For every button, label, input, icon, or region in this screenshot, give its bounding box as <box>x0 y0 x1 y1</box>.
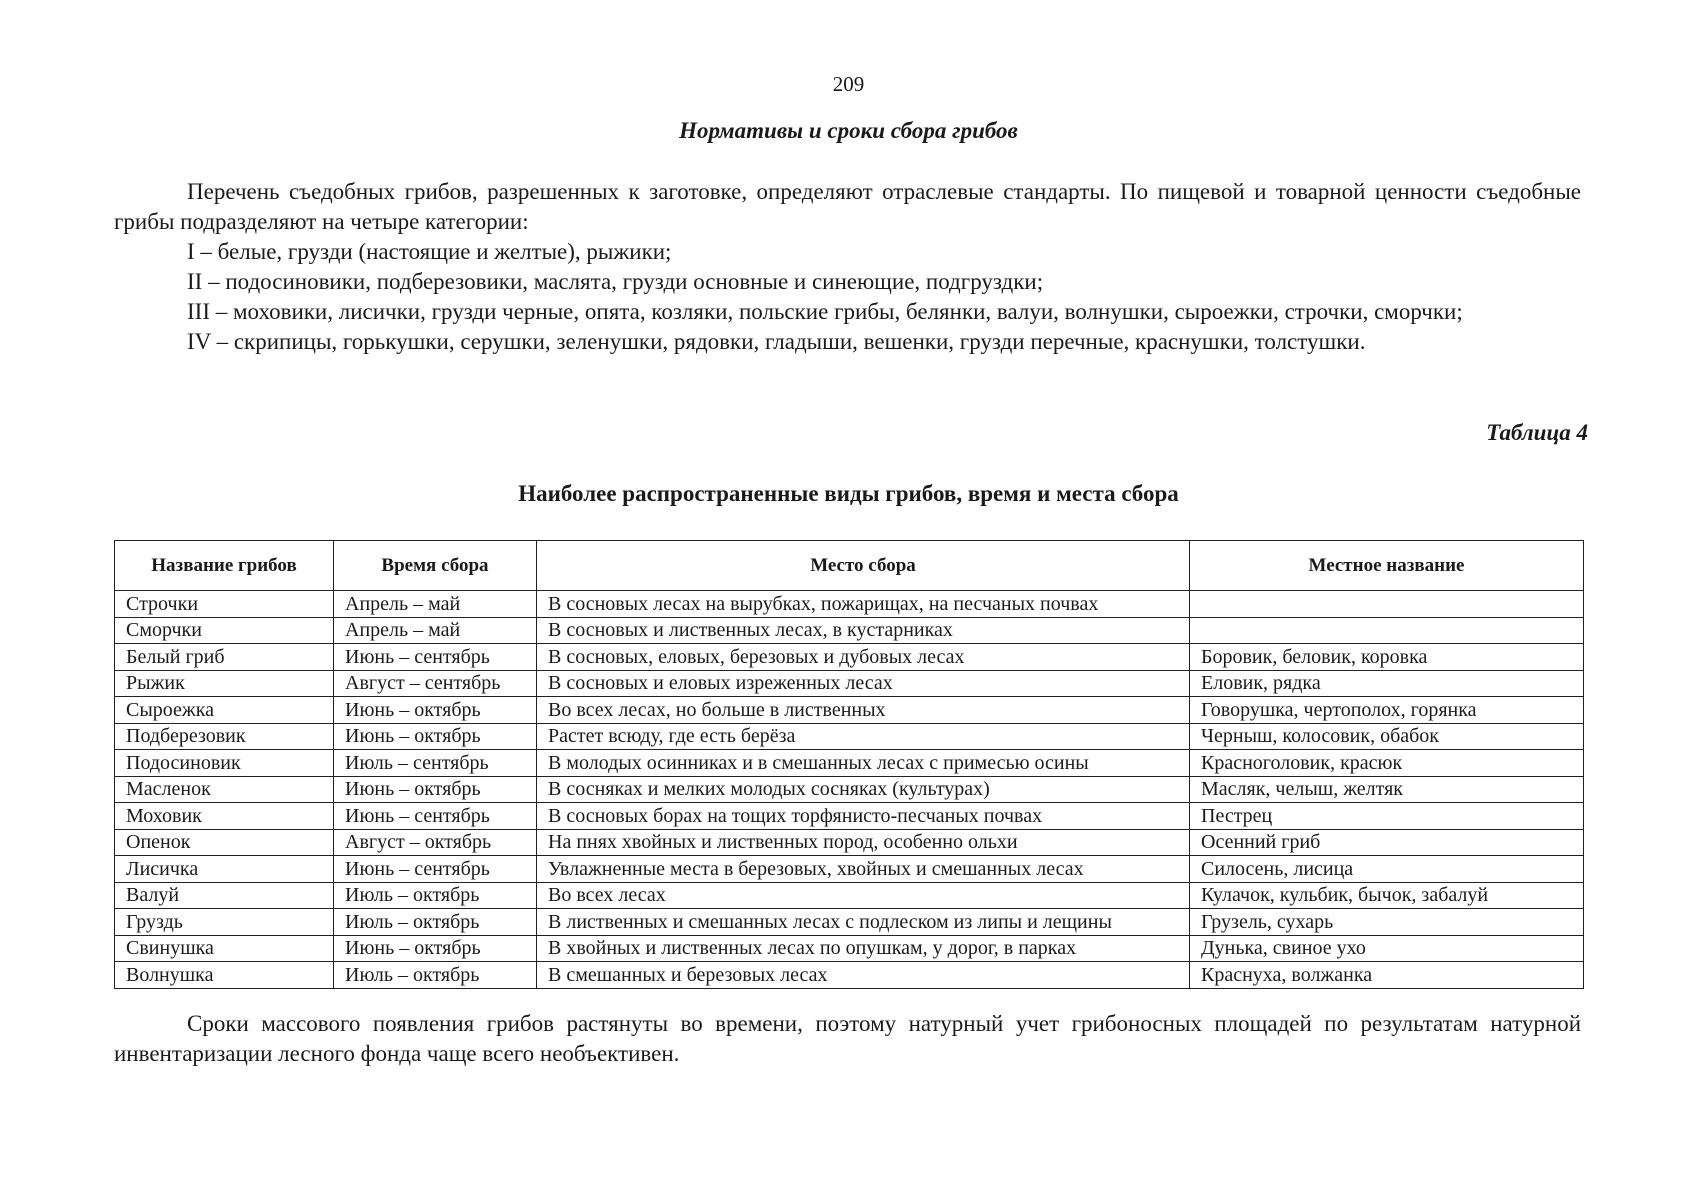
cell-local-name: Масляк, челыш, желтяк <box>1190 776 1584 803</box>
cell-place: В сосновых лесах на вырубках, пожарищах, на песчаных почвах <box>537 591 1190 618</box>
cell-time: Июнь – сентябрь <box>334 644 537 671</box>
table-label: Таблица 4 <box>1486 420 1588 445</box>
cell-place: На пнях хвойных и лиственных пород, особенно ольхи <box>537 829 1190 856</box>
cell-time: Июнь – октябрь <box>334 935 537 962</box>
cell-name: Лисичка <box>115 856 334 883</box>
cell-local-name: Боровик, беловик, коровка <box>1190 644 1584 671</box>
cell-local-name: Еловик, рядка <box>1190 670 1584 697</box>
cell-name: Белый гриб <box>115 644 334 671</box>
table-row <box>115 750 1584 777</box>
cell-place: В смешанных и березовых лесах <box>537 962 1190 989</box>
table-row <box>115 962 1584 989</box>
cell-local-name: Черныш, колосовик, обабок <box>1190 723 1584 750</box>
cell-time: Июнь – сентябрь <box>334 856 537 883</box>
cell-name: Сыроежка <box>115 697 334 724</box>
header-place: Место сбора <box>537 541 1190 591</box>
cell-place: В молодых осинниках и в смешанных лесах с примесью осины <box>537 750 1190 777</box>
cell-name: Подосиновик <box>115 750 334 777</box>
category-2: II – подосиновики, подберезовики, маслята, грузди основные и синеющие, подгруздки; <box>187 269 1044 294</box>
table-row <box>115 829 1584 856</box>
cell-name: Подберезовик <box>115 723 334 750</box>
outro-text <box>114 1009 1581 1069</box>
table-header-row <box>115 541 1584 591</box>
intro-paragraph: Перечень съедобных грибов, разрешенных к заготовке, определяют отраслевые стандарты. По пищевой и товарной ценности съедобные грибы подразделяют на четыре категории: <box>114 179 1581 234</box>
cell-local-name: Пестрец <box>1190 803 1584 830</box>
cell-place: В сосновых и еловых изреженных лесах <box>537 670 1190 697</box>
cell-name: Опенок <box>115 829 334 856</box>
cell-place: Во всех лесах, но больше в лиственных <box>537 697 1190 724</box>
cell-place: В сосняках и мелких молодых сосняках (культурах) <box>537 776 1190 803</box>
cell-place: Растет всюду, где есть берёза <box>537 723 1190 750</box>
cell-place: В сосновых и лиственных лесах, в кустарниках <box>537 617 1190 644</box>
table-row <box>115 856 1584 883</box>
cell-name: Масленок <box>115 776 334 803</box>
cell-time: Июнь – октябрь <box>334 776 537 803</box>
cell-local-name: Грузель, сухарь <box>1190 909 1584 936</box>
cell-local-name: Говорушка, чертополох, горянка <box>1190 697 1584 724</box>
table-row <box>115 723 1584 750</box>
cell-place: Увлажненные места в березовых, хвойных и смешанных лесах <box>537 856 1190 883</box>
cell-place: В лиственных и смешанных лесах с подлеском из липы и лещины <box>537 909 1190 936</box>
table-row <box>115 909 1584 936</box>
cell-name: Валуй <box>115 882 334 909</box>
table-row <box>115 803 1584 830</box>
cell-time: Июнь – сентябрь <box>334 803 537 830</box>
table-row <box>115 776 1584 803</box>
category-3: III – моховики, лисички, грузди черные, опята, козляки, польские грибы, белянки, валуи, волнушки, сыроежки, строчки, сморчки; <box>187 299 1463 324</box>
cell-time: Июль – октябрь <box>334 909 537 936</box>
table-body <box>115 591 1584 989</box>
table-row <box>115 935 1584 962</box>
cell-name: Сморчки <box>115 617 334 644</box>
cell-place: В сосновых борах на тощих торфянисто-песчаных почвах <box>537 803 1190 830</box>
section-title: Нормативы и сроки сбора грибов <box>679 118 1018 143</box>
table-row <box>115 670 1584 697</box>
cell-local-name: Красноголовик, красюк <box>1190 750 1584 777</box>
header-name: Название грибов <box>115 541 334 591</box>
cell-local-name: Кулачок, кульбик, бычок, забалуй <box>1190 882 1584 909</box>
cell-name: Волнушка <box>115 962 334 989</box>
cell-time: Август – сентябрь <box>334 670 537 697</box>
cell-time: Июль – октябрь <box>334 882 537 909</box>
cell-place: Во всех лесах <box>537 882 1190 909</box>
page-number: 209 <box>832 72 865 96</box>
cell-local-name <box>1190 591 1584 618</box>
cell-name: Свинушка <box>115 935 334 962</box>
table-row <box>115 591 1584 618</box>
header-local-name: Местное название <box>1190 541 1584 591</box>
cell-place: В сосновых, еловых, березовых и дубовых лесах <box>537 644 1190 671</box>
cell-time: Июнь – октябрь <box>334 697 537 724</box>
cell-time: Июнь – октябрь <box>334 723 537 750</box>
category-4: IV – скрипицы, горькушки, серушки, зеленушки, рядовки, гладыши, вешенки, грузди перечные, краснушки, толстушки. <box>187 329 1366 354</box>
cell-name: Моховик <box>115 803 334 830</box>
table-row <box>115 644 1584 671</box>
cell-time: Апрель – май <box>334 617 537 644</box>
cell-name: Рыжик <box>115 670 334 697</box>
table-title: Наиболее распространенные виды грибов, время и места сбора <box>518 481 1179 506</box>
cell-local-name: Дунька, свиное ухо <box>1190 935 1584 962</box>
table-row <box>115 617 1584 644</box>
category-1: I – белые, грузди (настоящие и желтые), рыжики; <box>187 239 672 264</box>
table-row <box>115 882 1584 909</box>
cell-local-name: Краснуха, волжанка <box>1190 962 1584 989</box>
cell-local-name: Осенний гриб <box>1190 829 1584 856</box>
cell-name: Строчки <box>115 591 334 618</box>
cell-local-name <box>1190 617 1584 644</box>
cell-time: Июль – сентябрь <box>334 750 537 777</box>
mushroom-table <box>114 540 1584 989</box>
outro-paragraph: Сроки массового появления грибов растянуты во времени, поэтому натурный учет грибоносных площадей по результатам натурной инвентаризации лесного фонда чаще всего необъективен. <box>114 1011 1581 1066</box>
cell-name: Груздь <box>115 909 334 936</box>
header-time: Время сбора <box>334 541 537 591</box>
cell-place: В хвойных и лиственных лесах по опушкам, у дорог, в парках <box>537 935 1190 962</box>
intro-text <box>114 177 1581 357</box>
table-row <box>115 697 1584 724</box>
cell-time: Июль – октябрь <box>334 962 537 989</box>
cell-time: Апрель – май <box>334 591 537 618</box>
cell-local-name: Силосень, лисица <box>1190 856 1584 883</box>
cell-time: Август – октябрь <box>334 829 537 856</box>
